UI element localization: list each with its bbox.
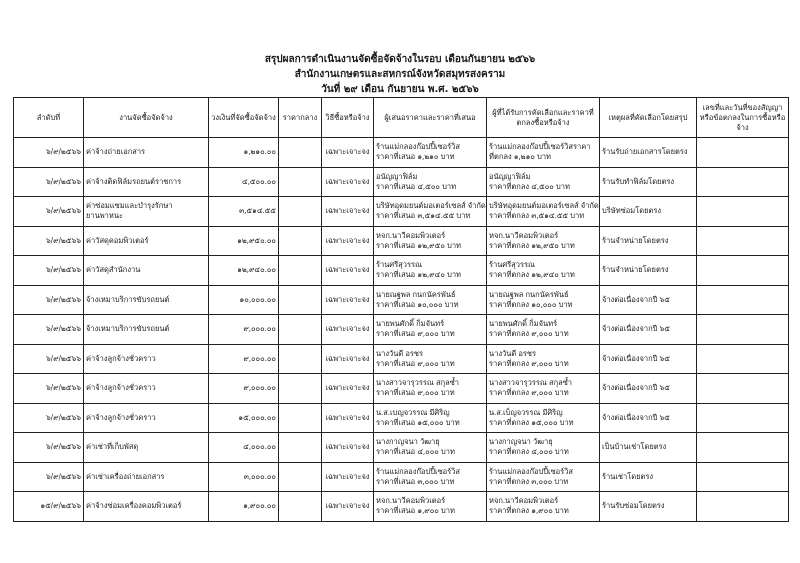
office-name: สำนักงานเกษตรและสหกรณ์จังหวัดสมุทรสงคราม (294, 69, 506, 80)
row-date: ๖/๙/๒๕๖๖ (14, 374, 84, 404)
row-method: เฉพาะเจาะจง (322, 462, 374, 492)
row-median (279, 167, 322, 197)
row-item-line1: ค่าวัสดุสำนักงาน (86, 265, 141, 275)
row-item-line1: ค่าจ้างลูกจ้างชั่วคราว (86, 383, 156, 393)
row-bidder-name: นายพนศักดิ์ กิ่มจันทร์ (376, 319, 445, 329)
row-bidder-price: ราคาที่เสนอ ๓,๐๐๐ บาท (376, 476, 455, 486)
table-row (14, 167, 789, 197)
row-median (279, 285, 322, 315)
row-item-line1: จ้างเหมาบริการขับรถยนต์ (86, 324, 170, 334)
row-item-line2: ยานพาหนะ (86, 211, 123, 221)
table-row (14, 403, 789, 433)
row-winner (487, 433, 600, 463)
row-reason: ร้านเช่าโดยตรง (600, 462, 697, 492)
row-method: เฉพาะเจาะจง (322, 344, 374, 374)
row-bidder-price: ราคาที่เสนอ ๑๕,๐๐๐ บาท (376, 417, 460, 427)
row-date: ๖/๙/๒๕๖๖ (14, 433, 84, 463)
row-date: ๑๕/๙/๒๕๖๖ (14, 492, 84, 522)
row-contract (697, 492, 789, 522)
row-bidder-name: อนัญญาฟิล์ม (376, 171, 418, 181)
row-bidder-name: หจก.นาวีคอมพิวเตอร์ (376, 230, 446, 240)
row-bidder (374, 197, 487, 227)
row-winner-name: นางวันดี อรชร (489, 348, 537, 358)
row-winner (487, 197, 600, 227)
row-bidder-price: ราคาที่เสนอ ๓,๕๑๔.๕๕ บาท (376, 211, 471, 221)
row-date: ๖/๙/๒๕๖๖ (14, 226, 84, 256)
row-winner (487, 138, 600, 168)
row-method: เฉพาะเจาะจง (322, 256, 374, 286)
row-median (279, 492, 322, 522)
row-bidder (374, 167, 487, 197)
row-bidder-name: บริษัทอุดมยนต์มอเตอร์เซลส์ จำกัด (376, 201, 486, 211)
row-bidder-price: ราคาที่เสนอ ๙,๐๐๐ บาท (376, 329, 455, 339)
row-item (84, 403, 209, 433)
row-bidder (374, 256, 487, 286)
row-winner (487, 403, 600, 433)
row-method: เฉพาะเจาะจง (322, 226, 374, 256)
row-amount: ๔,๕๐๐.๐๐ (209, 167, 279, 197)
row-winner-price: ราคาที่ตกลง ๑๒,๙๕๐ บาท (489, 240, 575, 250)
row-item-line1: ค่าเช่าเครื่องถ่ายเอกสาร (86, 471, 165, 481)
row-winner (487, 315, 600, 345)
row-contract (697, 285, 789, 315)
row-median (279, 138, 322, 168)
row-winner-price: ราคาที่ตกลง ๔,๕๐๐ บาท (489, 181, 570, 191)
row-item (84, 226, 209, 256)
row-date: ๖/๙/๒๕๖๖ (14, 167, 84, 197)
row-winner-name: อนัญญาฟิล์ม (489, 171, 531, 181)
row-bidder-price: ราคาที่เสนอ ๙,๐๐๐ บาท (376, 388, 455, 398)
row-amount: ๑๐,๐๐๐.๐๐ (209, 285, 279, 315)
row-bidder-price: ราคาที่เสนอ ๙,๐๐๐ บาท (376, 358, 455, 368)
row-reason: ร้านรับถ่ายเอกสารโดยตรง (600, 138, 697, 168)
row-winner (487, 226, 600, 256)
row-contract (697, 256, 789, 286)
row-median (279, 344, 322, 374)
row-item (84, 374, 209, 404)
row-bidder (374, 315, 487, 345)
row-bidder-name: หจก.นาวีคอมพิวเตอร์ (376, 496, 446, 506)
row-amount: ๔,๐๐๐.๐๐ (209, 433, 279, 463)
row-winner (487, 285, 600, 315)
row-bidder-name: นางกาญจนา วัฒายุ (376, 437, 440, 447)
row-winner-price: ราคาที่ตกลง ๓,๕๑๔.๕๕ บาท (489, 211, 585, 221)
row-median (279, 226, 322, 256)
row-amount: ๑๒,๙๔๐.๐๐ (209, 256, 279, 286)
row-bidder (374, 285, 487, 315)
row-winner-price: ราคาที่ตกลง ๙,๐๐๐ บาท (489, 358, 569, 368)
row-date: ๖/๙/๒๕๖๖ (14, 197, 84, 227)
row-item-line1: ค่าจ้างลูกจ้างชั่วคราว (86, 412, 156, 422)
col-header-no: ลำดับที่ (14, 98, 84, 138)
row-bidder-price: ราคาที่เสนอ ๑,๙๐๐ บาท (376, 506, 455, 516)
row-item (84, 344, 209, 374)
col-header-method: วิธีซื้อหรือจ้าง (322, 98, 374, 138)
row-item (84, 433, 209, 463)
row-item (84, 462, 209, 492)
row-contract (697, 433, 789, 463)
row-bidder-name: ร้านศรีสุวรรณ (376, 260, 422, 270)
row-winner (487, 344, 600, 374)
row-reason: บริษัทซ่อมโดยตรง (600, 197, 697, 227)
row-winner-price: ราคาที่ตกลง ๑,๙๐๐ บาท (489, 506, 569, 516)
row-reason: จ้างต่อเนื่องจากปี ๖๕ (600, 285, 697, 315)
row-bidder-price: ราคาที่เสนอ ๑,๒๑๐ บาท (376, 152, 455, 162)
row-bidder (374, 462, 487, 492)
row-date: ๖/๙/๒๕๖๖ (14, 315, 84, 345)
report-title: สรุปผลการดำเนินงานจัดซื้อจัดจ้างในรอบ เดือนกันยายน ๒๕๖๖ (264, 54, 536, 65)
row-item (84, 285, 209, 315)
row-winner-price: ราคาที่ตกลง ๙,๐๐๐ บาท (489, 388, 569, 398)
row-amount: ๙,๐๐๐.๐๐ (209, 374, 279, 404)
row-winner-price: ราคาที่ตกลง ๑๒,๙๔๐ บาท (489, 270, 575, 280)
row-item (84, 138, 209, 168)
row-method: เฉพาะเจาะจง (322, 197, 374, 227)
row-date: ๖/๙/๒๕๖๖ (14, 462, 84, 492)
table-row (14, 344, 789, 374)
row-reason: ร้านรับซ่อมโดยตรง (600, 492, 697, 522)
row-contract (697, 138, 789, 168)
table-row (14, 374, 789, 404)
row-winner-name: ร้านศรีสุวรรณ (489, 260, 535, 270)
row-reason: จ้างต่อเนื่องจากปี ๖๕ (600, 344, 697, 374)
row-bidder (374, 492, 487, 522)
row-item-line1: ค่าจ้างลูกจ้างชั่วคราว (86, 353, 156, 363)
row-contract (697, 315, 789, 345)
row-contract (697, 344, 789, 374)
row-bidder-name: นายณฐพล กนกนัครพันธ์ (376, 289, 456, 299)
row-median (279, 462, 322, 492)
row-item-line1: ค่าซ่อมแซมและบำรุงรักษา (86, 201, 173, 211)
row-method: เฉพาะเจาะจง (322, 138, 374, 168)
row-item-line1: ค่าจ้างซ่อมเครื่องคอมพิวเตอร์ (86, 501, 182, 511)
row-winner-price: ราคาที่ตกลง ๑๐,๐๐๐ บาท (489, 299, 573, 309)
row-amount: ๑,๙๐๐.๐๐ (209, 492, 279, 522)
row-reason: เป็นบ้านเช่าโดยตรง (600, 433, 697, 463)
row-date: ๖/๙/๒๕๖๖ (14, 256, 84, 286)
row-method: เฉพาะเจาะจง (322, 492, 374, 522)
row-amount: ๑๒,๙๕๐.๐๐ (209, 226, 279, 256)
row-winner-name: ร้านแม่กลองก๊อปปี้เซอร์วิสราคา (489, 142, 591, 152)
table-row (14, 315, 789, 345)
row-bidder (374, 374, 487, 404)
procurement-table (13, 97, 789, 522)
row-bidder-name: นางวันดี อรชร (376, 348, 424, 358)
row-reason: ร้านจำหน่ายโดยตรง (600, 256, 697, 286)
row-bidder-price: ราคาที่เสนอ ๔,๕๐๐ บาท (376, 181, 457, 191)
row-winner-name: นางกาญจนา วัฒายุ (489, 437, 553, 447)
row-contract (697, 403, 789, 433)
row-winner-price: ราคาที่ตกลง ๓,๐๐๐ บาท (489, 476, 569, 486)
table-row (14, 256, 789, 286)
row-method: เฉพาะเจาะจง (322, 374, 374, 404)
row-method: เฉพาะเจาะจง (322, 315, 374, 345)
col-header-budget: วงเงินที่จัดซื้อจัดจ้าง (209, 98, 279, 138)
table-row (14, 492, 789, 522)
row-amount: ๓,๐๐๐.๐๐ (209, 462, 279, 492)
row-winner-price: ราคาที่ตกลง ๔,๐๐๐ บาท (489, 447, 569, 457)
row-bidder-name: นางสาวจารุวรรณ สกุลซ้ำ (376, 378, 460, 388)
row-amount: ๑๕,๐๐๐.๐๐ (209, 403, 279, 433)
row-median (279, 403, 322, 433)
row-item (84, 256, 209, 286)
row-contract (697, 167, 789, 197)
row-bidder (374, 433, 487, 463)
row-winner-price: ที่ตกลง ๑,๒๑๐ บาท (489, 152, 551, 162)
row-winner-name: หจก.นาวีคอมพิวเตอร์ (489, 496, 559, 506)
row-median (279, 433, 322, 463)
col-header-winner: ผู้ที่ได้รับการคัดเลือกและราคาที่ตกลงซื้อหรือจ้าง (487, 98, 600, 138)
row-item (84, 315, 209, 345)
col-header-reason: เหตุผลที่คัดเลือกโดยสรุป (600, 98, 697, 138)
col-header-bidders: ผู้เสนอราคาและราคาที่เสนอ (374, 98, 487, 138)
row-contract (697, 197, 789, 227)
row-date: ๖/๙/๒๕๖๖ (14, 403, 84, 433)
row-median (279, 197, 322, 227)
row-bidder (374, 226, 487, 256)
row-contract (697, 374, 789, 404)
table-row (14, 433, 789, 463)
row-reason: ร้านรับทำฟิล์มโดยตรง (600, 167, 697, 197)
row-bidder-name: ร้านแม่กลองก๊อปปี้เซอร์วิส (376, 142, 460, 152)
row-winner (487, 462, 600, 492)
row-item-line1: ค่าจ้างติดฟิล์มรถยนต์ราชการ (86, 176, 182, 186)
row-bidder-price: ราคาที่เสนอ ๔,๐๐๐ บาท (376, 447, 455, 457)
row-method: เฉพาะเจาะจง (322, 403, 374, 433)
row-bidder-price: ราคาที่เสนอ ๑๐,๐๐๐ บาท (376, 299, 459, 309)
row-winner (487, 167, 600, 197)
row-amount: ๙,๐๐๐.๐๐ (209, 315, 279, 345)
row-winner-name: นายพนศักดิ์ กิ่มจันทร์ (489, 319, 558, 329)
row-reason: จ้างต่อเนื่องจากปี ๖๕ (600, 374, 697, 404)
row-item (84, 492, 209, 522)
row-reason: จ้างต่อเนื่องจากปี ๖๕ (600, 403, 697, 433)
row-bidder (374, 403, 487, 433)
row-contract (697, 226, 789, 256)
row-reason: จ้างต่อเนื่องจากปี ๖๕ (600, 315, 697, 345)
row-bidder-name: น.ส.เบญจวรรณ มีศิริญ (376, 407, 450, 417)
table-row (14, 138, 789, 168)
table-row (14, 226, 789, 256)
report-header (0, 52, 800, 97)
row-date: ๖/๙/๒๕๖๖ (14, 344, 84, 374)
table-row (14, 197, 789, 227)
row-date: ๖/๙/๒๕๖๖ (14, 285, 84, 315)
row-bidder (374, 138, 487, 168)
row-item-line1: ค่าเช่าที่เก็บพัสดุ (86, 442, 139, 452)
table-row (14, 285, 789, 315)
row-winner-name: ร้านแม่กลองก๊อปปี้เซอร์วิส (489, 466, 573, 476)
row-winner-name: นายณฐพล กนกนัครพันธ์ (489, 289, 569, 299)
row-bidder-price: ราคาที่เสนอ ๑๒,๙๔๐ บาท (376, 270, 461, 280)
row-winner (487, 256, 600, 286)
row-method: เฉพาะเจาะจง (322, 167, 374, 197)
row-method: เฉพาะเจาะจง (322, 433, 374, 463)
row-bidder-name: ร้านแม่กลองก๊อปปี้เซอร์วิส (376, 466, 460, 476)
table-row (14, 462, 789, 492)
row-winner-name: บริษัทอุดมยนต์มอเตอร์เซลส์ จำกัด (489, 201, 599, 211)
row-amount: ๓,๕๑๔.๕๕ (209, 197, 279, 227)
row-item-line1: ค่าจ้างถ่ายเอกสาร (86, 147, 146, 157)
col-header-median: ราคากลาง (279, 98, 322, 138)
row-winner-name: น.ส.เบ็ญจวรรณ มีศิริญ (489, 407, 563, 417)
row-winner (487, 492, 600, 522)
row-item-line1: ค่าวัสดุคอมพิวเตอร์ (86, 235, 149, 245)
row-winner-price: ราคาที่ตกลง ๑๕,๐๐๐ บาท (489, 417, 574, 427)
row-item-line1: จ้างเหมาบริการขับรถยนต์ (86, 294, 170, 304)
row-winner-name: หจก.นาวีคอมพิวเตอร์ (489, 230, 559, 240)
row-median (279, 315, 322, 345)
row-amount: ๙,๐๐๐.๐๐ (209, 344, 279, 374)
row-date: ๖/๙/๒๕๖๖ (14, 138, 84, 168)
row-median (279, 256, 322, 286)
row-bidder (374, 344, 487, 374)
row-item (84, 197, 209, 227)
table-header-row (14, 98, 789, 138)
row-amount: ๑,๒๑๐.๐๐ (209, 138, 279, 168)
row-contract (697, 462, 789, 492)
row-reason: ร้านจำหน่ายโดยตรง (600, 226, 697, 256)
row-method: เฉพาะเจาะจง (322, 285, 374, 315)
row-winner (487, 374, 600, 404)
row-winner-price: ราคาที่ตกลง ๙,๐๐๐ บาท (489, 329, 569, 339)
row-bidder-price: ราคาที่เสนอ ๑๒,๙๕๐ บาท (376, 240, 461, 250)
col-header-item: งานจัดซื้อจัดจ้าง (84, 98, 209, 138)
row-item (84, 167, 209, 197)
row-winner-name: นางสาวจารุวรรณ สกุลซ้ำ (489, 378, 573, 388)
row-median (279, 374, 322, 404)
report-date: วันที่ ๒๙ เดือน กันยายน พ.ศ. ๒๕๖๖ (321, 84, 479, 95)
col-header-contract: เลขที่และวันที่ของสัญญาหรือข้อตกลงในการซื้อหรือจ้าง (697, 98, 789, 138)
